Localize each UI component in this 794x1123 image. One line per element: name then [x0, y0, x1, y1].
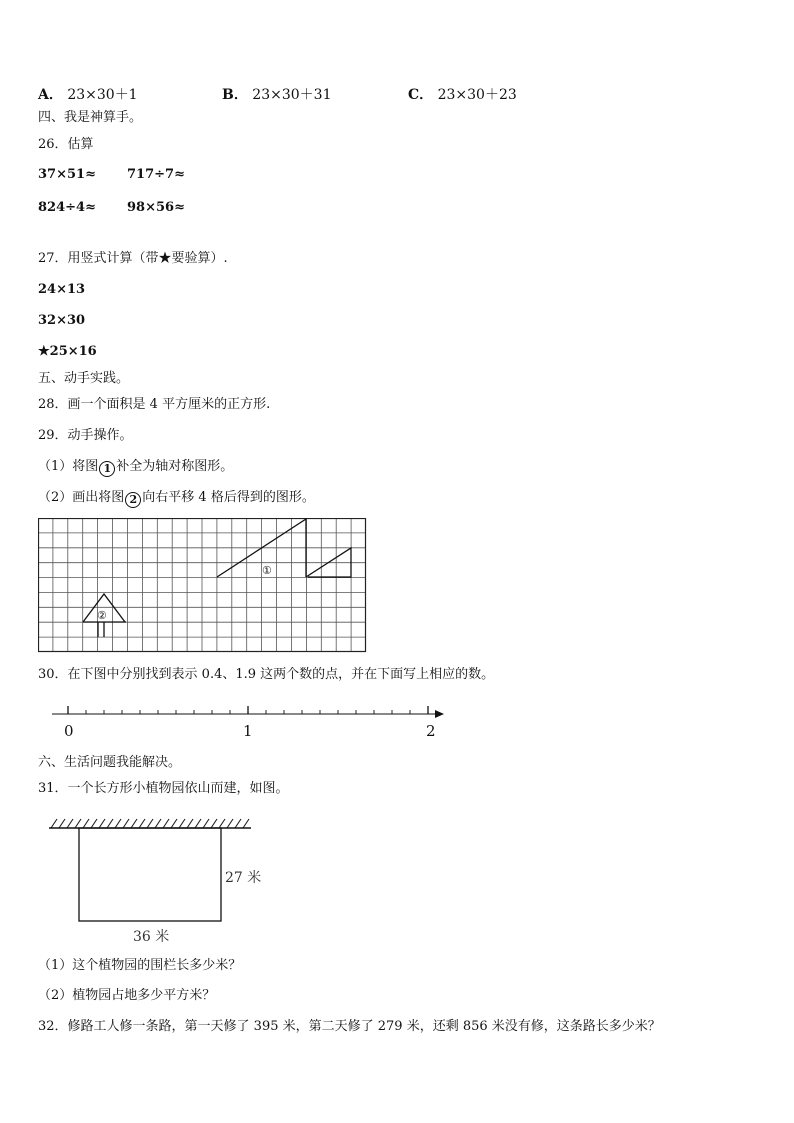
hatch-mark	[243, 819, 249, 828]
section-6-heading: 六、生活问题我能解决。	[38, 755, 182, 770]
q26-title: 26．估算	[38, 137, 94, 152]
width-label: 36 米	[133, 929, 170, 945]
q30-title: 30．在下图中分别找到表示 0.4、1.9 这两个数的点，并在下面写上相应的数。	[38, 667, 495, 682]
q28-text: 28．画一个面积是 4 平方厘米的正方形.	[38, 397, 271, 412]
number-line-label: 0	[64, 722, 74, 740]
height-label: 27 米	[225, 870, 262, 886]
choice-expression: 23×30＋23	[437, 87, 517, 103]
hatch-mark	[51, 819, 57, 828]
garden-figure	[45, 816, 275, 950]
hatch-mark	[107, 819, 113, 828]
q29-sub2-text: 向右平移 4 格后得到的图形。	[142, 490, 315, 505]
hatch-mark	[227, 819, 233, 828]
hatch-mark	[139, 819, 145, 828]
hatch-mark	[83, 819, 89, 828]
choice-expression: 23×30＋31	[252, 87, 332, 103]
q31-sub1: （1）这个植物园的围栏长多少米？	[38, 958, 242, 973]
hatch-mark	[123, 819, 129, 828]
choice-letter: C．	[408, 87, 434, 103]
garden-rectangle	[79, 828, 221, 921]
choice-b	[222, 84, 331, 104]
q26-item: 824÷4≈	[38, 200, 96, 215]
hatch-mark	[203, 819, 209, 828]
circled-number: 2	[125, 492, 141, 508]
hatch-mark	[219, 819, 225, 828]
q29-sub1-text: 补全为轴对称图形。	[116, 459, 234, 474]
number-line-ticks	[68, 706, 428, 714]
shape-1-label: ①	[262, 564, 272, 577]
hatch-mark	[179, 819, 185, 828]
arrow-icon	[435, 710, 444, 718]
choice-c	[408, 84, 517, 104]
hatch-mark	[235, 819, 241, 828]
q26-item: 717÷7≈	[127, 167, 185, 182]
shape-2-label: ②	[97, 609, 107, 622]
q27-item: ★25×16	[38, 344, 97, 359]
q32-text: 32．修路工人修一条路，第一天修了 395 米，第二天修了 279 米，还剩 856 米没有修，这条路长多少米？	[38, 1019, 661, 1034]
hatch-mark	[91, 819, 97, 828]
hatch-mark	[59, 819, 65, 828]
choice-letter: B．	[222, 87, 248, 103]
choice-a	[38, 84, 138, 104]
circled-number: 1	[99, 461, 115, 477]
section-5-heading: 五、动手实践。	[38, 371, 130, 386]
hatch-mark	[147, 819, 153, 828]
number-line	[38, 700, 450, 742]
choice-letter: A．	[38, 87, 63, 103]
hatch-mark	[171, 819, 177, 828]
number-line-label: 1	[243, 722, 253, 740]
grid-lines	[38, 518, 366, 652]
hatch-mark	[75, 819, 81, 828]
section-4-heading: 四、我是神算手。	[38, 110, 143, 125]
hatch-mark	[195, 819, 201, 828]
q27-title: 27．用竖式计算（带★要验算）.	[38, 251, 228, 266]
grid-figure	[38, 518, 368, 654]
q29-sub2-text: （2）画出将图	[38, 490, 125, 505]
q31-title: 31．一个长方形小植物园依山而建，如图。	[38, 781, 289, 796]
hatch-mark	[99, 819, 105, 828]
hatch-marks	[51, 819, 249, 828]
hatch-mark	[131, 819, 137, 828]
hatch-mark	[115, 819, 121, 828]
q31-sub2: （2）植物园占地多少平方米？	[38, 988, 216, 1003]
hatch-mark	[187, 819, 193, 828]
q29-title: 29．动手操作。	[38, 428, 133, 443]
q26-item: 37×51≈	[38, 167, 96, 182]
q27-item: 32×30	[38, 313, 86, 328]
q29-sub1-text: （1）将图	[38, 459, 99, 474]
hatch-mark	[163, 819, 169, 828]
hatch-mark	[211, 819, 217, 828]
q29-sub1	[38, 459, 233, 477]
choice-expression: 23×30＋1	[67, 87, 138, 103]
q26-item: 98×56≈	[127, 200, 185, 215]
q27-item: 24×13	[38, 282, 86, 297]
hatch-mark	[155, 819, 161, 828]
number-line-label: 2	[426, 722, 436, 740]
hatch-mark	[67, 819, 73, 828]
q29-sub2	[38, 490, 315, 508]
